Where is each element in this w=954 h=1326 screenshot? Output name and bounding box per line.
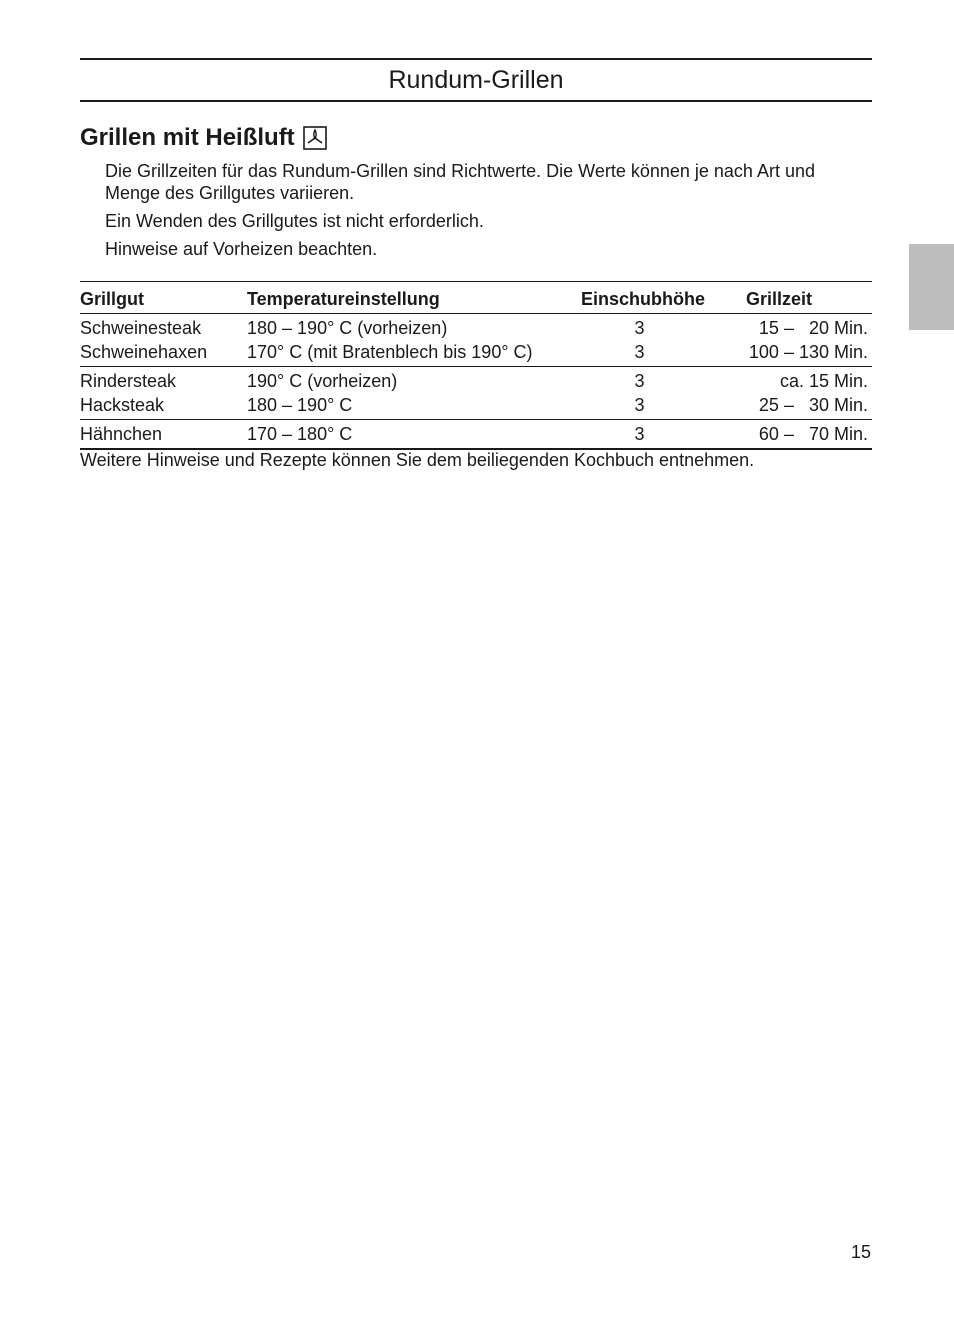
- language-tab-marker: [909, 244, 954, 330]
- cell-food: Hacksteak: [80, 395, 165, 415]
- grill-table: [80, 281, 872, 450]
- intro-paragraph: Ein Wenden des Grillgutes ist nicht erforderlich.: [105, 211, 484, 231]
- cell-time: 25 – 30 Min.: [758, 395, 868, 415]
- table-row: [80, 314, 872, 341]
- table-header-row: [80, 282, 872, 314]
- section-heading: [80, 124, 327, 152]
- table-group: [80, 314, 872, 367]
- cell-food: Rindersteak: [80, 371, 177, 391]
- column-header-grillgut: Grillgut: [80, 282, 247, 314]
- cell-temperature: 170° C (mit Bratenblech bis 190° C): [247, 342, 533, 362]
- cell-level: 3: [634, 342, 645, 362]
- cell-temperature: 180 – 190° C: [247, 395, 353, 415]
- page-title: Rundum-Grillen: [388, 65, 564, 94]
- cell-food: Schweinehaxen: [80, 342, 208, 362]
- footer-note: Weitere Hinweise und Rezepte können Sie dem beiliegenden Kochbuch entnehmen.: [80, 450, 755, 470]
- intro-paragraph: Hinweise auf Vorheizen beachten.: [105, 239, 378, 259]
- table-row: [80, 340, 872, 367]
- cell-level: 3: [634, 424, 645, 444]
- cell-time: 60 – 70 Min.: [758, 424, 868, 444]
- cell-time: 100 – 130 Min.: [748, 342, 868, 362]
- section-heading-text: Grillen mit Heißluft: [80, 124, 295, 151]
- cell-level: 3: [634, 318, 645, 338]
- table-row: [80, 420, 872, 450]
- cell-level: 3: [634, 395, 645, 415]
- table-row: [80, 393, 872, 420]
- table-group: [80, 420, 872, 450]
- header-bar: [80, 58, 872, 102]
- cell-time: ca. 15 Min.: [779, 371, 868, 391]
- cell-temperature: 170 – 180° C: [247, 424, 353, 444]
- cell-food: Schweinesteak: [80, 318, 202, 338]
- table-row: [80, 367, 872, 394]
- intro-text: [105, 160, 872, 266]
- column-header-grillzeit: Grillzeit: [746, 282, 872, 314]
- cell-temperature: 180 – 190° C (vorheizen): [247, 318, 448, 338]
- cell-level: 3: [634, 371, 645, 391]
- table-group: [80, 367, 872, 420]
- cell-food: Hähnchen: [80, 424, 163, 444]
- column-header-temperature: Temperatureinstellung: [247, 282, 581, 314]
- cell-temperature: 190° C (vorheizen): [247, 371, 398, 391]
- fan-grill-icon: [303, 126, 327, 150]
- page-number: 15: [851, 1242, 872, 1262]
- column-header-level: Einschubhöhe: [581, 282, 746, 314]
- cell-time: 15 – 20 Min.: [758, 318, 868, 338]
- intro-paragraph: Die Grillzeiten für das Rundum-Grillen sind Richtwerte. Die Werte können je nach Art und Menge des Grillgutes variieren.: [105, 161, 815, 203]
